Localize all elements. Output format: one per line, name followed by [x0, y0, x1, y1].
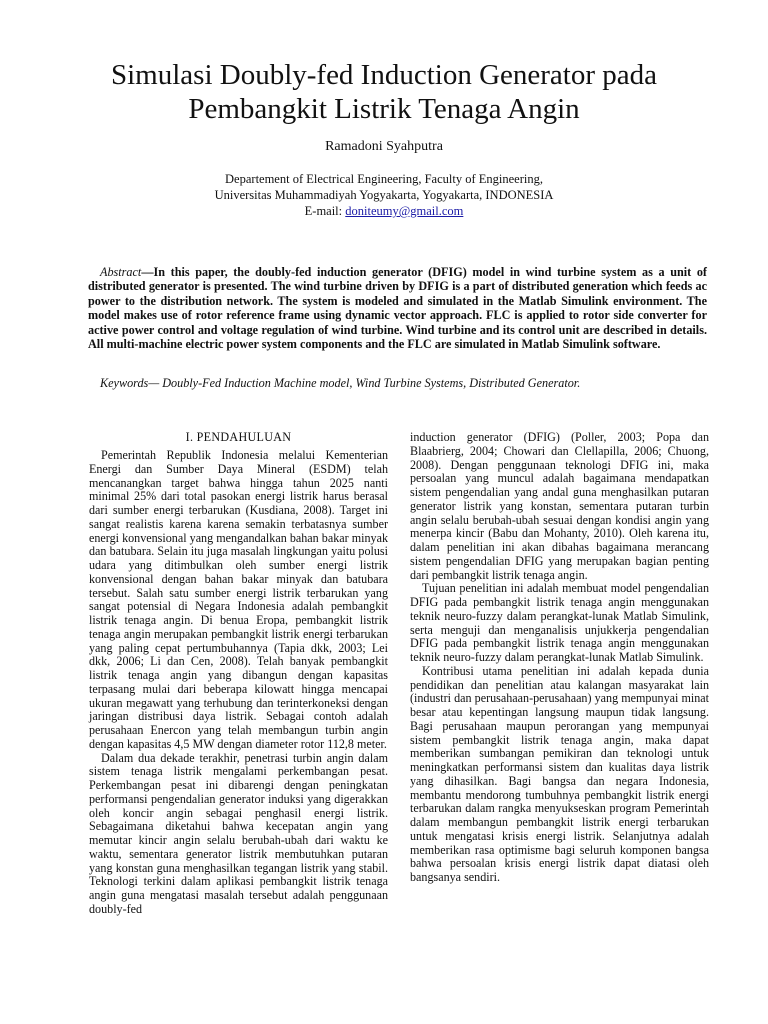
author-name: Ramadoni Syahputra — [325, 139, 443, 154]
paragraph: Kontribusi utama penelitian ini adalah kepada dunia pendidikan dan penelitian atau kalangan masyarakat lain (industri dan perusahaan-perusahaan) yang mempunyai minat besar atau kepentingan langsung maupun tidak langsung. Bagi perusahaan maupun perorangan yang mempunyai sistem pembangkit listrik tenaga angin, maka dapat memberikan sumbangan pemikiran dan teknologi untuk meningkatkan performansi sistem dan kualitas daya listrik yang dihasilkan. Bagi bangsa dan negara Indonesia, membantu mendorong tumbuhnya pembangkit listrik energi terbarukan dalam rangka menyukseskan program Pemerintah dalam membangun pembangkit listrik energi terbarukan untuk mengatasi krisis energi listrik. Selanjutnya adalah memberikan rasa optimisme bagi seluruh komponen bangsa bahwa persoalan krisis energi listrik dapat diatasi oleh bangsanya sendiri. — [410, 663, 709, 884]
affiliation-line-1: Departement of Electrical Engineering, Faculty of Engineering, — [225, 172, 543, 186]
paragraph: Dalam dua dekade terakhir, penetrasi turbin angin dalam sistem tenaga listrik mengalami perkembangan pesat. Perkembangan pesat ini dibarengi dengan peningkatan performansi pengendalian generator induksi yang digerakkan oleh koncir angin sebagai penghasil energi listrik. Sebagaimana diketahui bahwa kecepatan angin yang memutar kincir angin selalu berubah-ubah dari waktu ke waktu, sementara generator listrik membutuhkan putaran yang konstan guna menghasilkan tegangan listrik yang stabil. Teknologi terkini dalam aplikasi pembangkit listrik tenaga angin guna mengatasi masalah tersebut adalah penggunaan doubly-fed — [89, 750, 388, 916]
abstract-label: Abstract — [100, 265, 142, 279]
email-link[interactable]: doniteumy@gmail.com — [345, 204, 464, 218]
left-column — [89, 430, 388, 917]
paragraph: induction generator (DFIG) (Poller, 2003; Popa dan Blaabrierg, 2004; Chowari dan Clellapilla, 2006; Chuong, 2008). Dengan penggunaan teknologi DFIG ini, maka persoalan yang muncul adalah bagaimana mendapatkan sistem pengendalian yang andal guna menghasilkan putaran generator listrik yang konstan, sementara putaran turbin angin selalu berubah-ubah sesuai dengan kondisi angin yang menerpa kincir (Babu dan Mohanty, 2010). Oleh karena itu, dalam penelitian ini akan dibahas bagaimana merancang sistem pengendalian DFIG yang merupakan bagian penting dari pembangkit listrik tenaga angin. — [410, 430, 709, 582]
keywords-dash: — — [148, 376, 160, 390]
paper-title — [60, 58, 708, 126]
right-column — [410, 431, 709, 885]
title-line-2: Pembangkit Listrik Tenaga Angin — [188, 93, 580, 125]
email-label: E-mail: — [304, 204, 346, 218]
affiliation-line-2: Universitas Muhammadiyah Yogyakarta, Yogyakarta, INDONESIA — [214, 188, 554, 202]
abstract-text: In this paper, the doubly-fed induction generator (DFIG) model in wind turbine system as a unit of distributed generator is presented. The wind turbine driven by DFIG is a part of distributed generation which feeds ac power to the distribution network. The system is modeled and simulated in the Matlab Simulink environment. The model makes use of rotor reference frame using dynamic vector approach. FLC is applied to rotor side converter for active power control and voltage regulation of wind turbine. Wind turbine and its control unit are described in details. All multi-machine electric power system components and the FLC are simulated in Matlab Simulink software. — [88, 265, 707, 352]
affiliation-block — [60, 171, 708, 219]
paragraph: Pemerintah Republik Indonesia melalui Kementerian Energi dan Sumber Daya Mineral (ESDM) telah mencanangkan target bahwa hingga tahun 2025 nanti minimal 25% dari total pasokan energi listrik harus berasal dari sumber energi terbarukan (Kusdiana, 2008). Target ini sangat realistis karena karena semakin terbatasnya sumber energi konvensional yang mengandalkan bahan bakar minyak dan batubara. Selain itu juga masalah lingkungan yaitu polusi udara yang ditimbulkan oleh sumber energi listrik konvensional dengan bahan bakar minyak dan batubara tersebut. Salah satu sumber energi listrik terbarukan yang sangat potensial di Negara Indonesia adalah pembangkit listrik tenaga angin. Di benua Eropa, pembangkit listrik tenaga angin merupakan pembangkit listrik energi terbarukan yang paling cepat pertumbuhannya (Tapia dkk, 2003; Lei dkk, 2006; Li dan Cen, 2008). Telah banyak pembangkit listrik tenaga angin yang dibangun dengan kapasitas terpasang mulai dari beberapa kilowatt hingga mencapai ukuran megawatt yang terhubung dan terinterkoneksi dengan jaringan distribusi daya listrik. Sebagai contoh adalah perusahaan Enercon yang telah membangun turbin angin dengan kapasitas 4,5 MW dengan diameter rotor 112,8 meter. — [89, 448, 388, 751]
title-line-1: Simulasi Doubly-fed Induction Generator pada — [110, 59, 657, 91]
keywords-label: Keywords — [100, 376, 149, 390]
keywords-text: Doubly-Fed Induction Machine model, Wind Turbine Systems, Distributed Generator. — [159, 376, 581, 390]
email-line — [60, 203, 708, 219]
keywords — [88, 376, 707, 391]
section-heading: I. PENDAHULUAN — [185, 430, 292, 444]
paragraph: Tujuan penelitian ini adalah membuat model pengendalian DFIG pada pembangkit listrik tenaga angin menggunakan teknik neuro-fuzzy dalam perangkat-lunak Matlab Simulink, serta menguji dan menganalisis unjukkerja pengendalian DFIG pada pembangkit listrik tenaga angin menggunakan teknik neuro-fuzzy dalam perangkat-lunak Matlab Simulink. — [410, 581, 709, 664]
abstract — [88, 265, 707, 351]
abstract-dash: — — [141, 265, 154, 279]
